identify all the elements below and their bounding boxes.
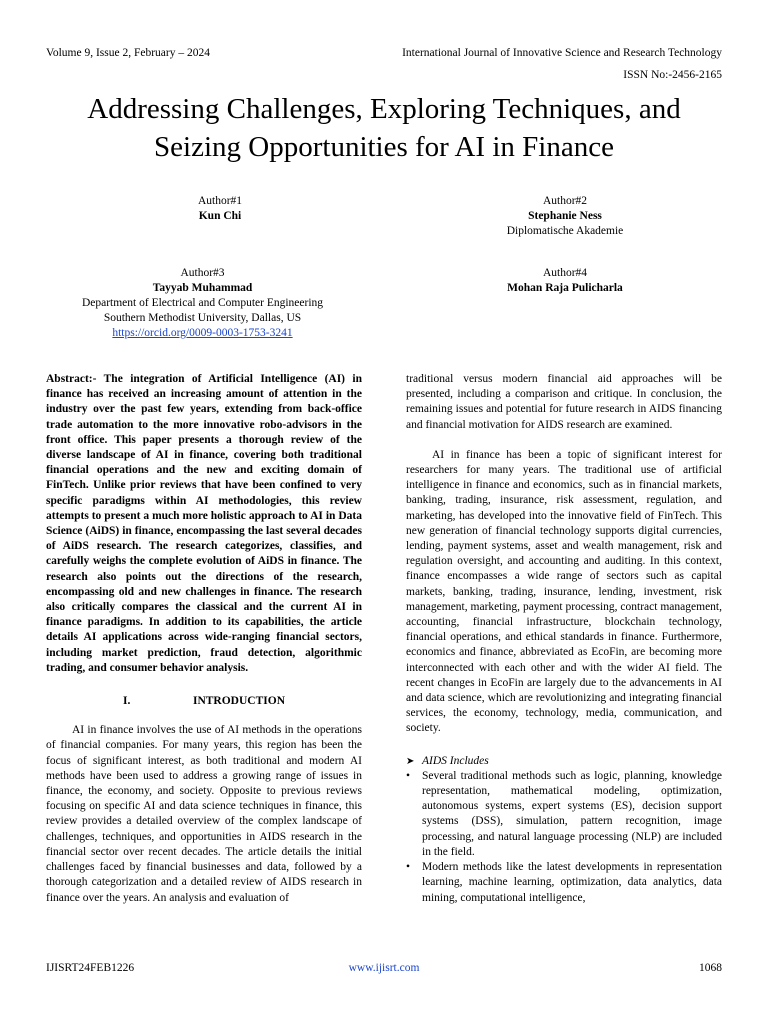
footer-center: [0, 962, 768, 974]
page-number: 1068: [699, 962, 722, 974]
paragraph: AI in finance has been a topic of significant interest for researchers for many years. The traditional use of artificial intelligence in finance and economics, such as in financial markets, banking, trading, insurance, risk assessment, regulation, and marketing, has developed into the innovative field of FinTech. This new generation of financial technology supports digital currencies, lending, payment systems, asset and wealth management, risk and regulation oversight, and accounting and auditing. In this context, finance encompasses a wide range of sectors such as capital markets, banking, trading, insurance, lending, investment, risk management, marketing, payment processing, contract management, accounting, financial infrastructure, blockchain technology, financial operations, and ethical standards in finance. Furthermore, economics and finance, abbreviated as EcoFin, are becoming more interconnected with each other and with the wider AI field. The recent changes in EcoFin are largely due to the advancements in AI and data science, which are revolutionizing and integrating financial services, the economy, technology, media, communication, and society.: [406, 448, 722, 735]
author-3: [40, 266, 365, 341]
abstract: Abstract:- The integration of Artificial Intelligence (AI) in finance has received an increasing amount of attention in the industry over the past few years, extending from back-office trade automation to the more innovative robo-advisors in the front office. This paper presents a thorough review of the diverse landscape of AI in finance, covering both traditional financial operations and the new and exciting domain of FinTech. Unlike prior reviews that have been confined to very specific paradigms within AI methodologies, this review attempts to present a much more holistic approach to AI in Data Science (AiDS) in finance, encompassing the last several decades of AiDS research. The research categorizes, classifies, and carefully weighs the complete evolution of AiDS in finance. The research also points out the directions of the research, encompassing old and new challenges in finance. The research also critically compares the classical and the current AI in finance paradigms. In addition to its capabilities, the article details AI applications across wide-ranging financial sectors, including market prediction, fraud detection, algorithmic trading, and consumer behavior analysis.: [46, 373, 362, 674]
author-label: Author#2: [542, 195, 588, 207]
list-item: • Several traditional methods such as logic, planning, knowledge representation, mathematical modeling, optimization, autonomous systems, expert systems (ES), decision support systems (DSS), simulation, pattern recognition, image processing, and natural language processing (NLP) are included in the field.: [406, 769, 722, 858]
author-affiliation: Department of Electrical and Computer Engineering: [81, 297, 324, 309]
paper-id: IJISRT24FEB1226: [46, 962, 135, 974]
title-line-1: Addressing Challenges, Exploring Techniques, and: [87, 93, 681, 125]
author-2: [405, 194, 725, 239]
right-column: [406, 372, 722, 906]
author-name: Mohan Raja Pulicharla: [507, 282, 623, 294]
aids-list: [406, 769, 722, 906]
left-column: [46, 372, 362, 906]
author-name: Kun Chi: [198, 210, 242, 222]
arrow-bullet-icon: ➤: [406, 755, 415, 767]
bullet-icon: •: [406, 861, 411, 874]
title-line-2: Seizing Opportunities for AI in Finance: [154, 131, 614, 163]
orcid-link[interactable]: https://orcid.org/0009-0003-1753-3241: [112, 327, 293, 339]
paragraph-continued: traditional versus modern financial aid approaches will be presented, including a comparison and critique. In conclusion, the remaining issues and potential for future research in AIDS financing and financial motivation for AIDS research are examined.: [406, 373, 722, 431]
author-affiliation: Southern Methodist University, Dallas, US: [103, 312, 302, 324]
author-name: Stephanie Ness: [528, 210, 602, 222]
section-heading: [46, 694, 362, 709]
journal-volume: Volume 9, Issue 2, February – 2024: [46, 47, 210, 59]
author-label: Author#1: [197, 195, 243, 207]
paper-title: [20, 90, 748, 166]
journal-website-link[interactable]: www.ijisrt.com: [348, 962, 420, 974]
author-affiliation: Diplomatische Akademie: [506, 225, 624, 237]
section-title: INTRODUCTION: [192, 695, 285, 708]
list-item: • Modern methods like the latest developments in representation learning, machine learning, optimization, data analytics, data mining, computational intelligence,: [406, 861, 722, 904]
section-number: I.: [122, 695, 131, 708]
author-label: Author#4: [542, 267, 588, 279]
author-name: Tayyab Muhammad: [152, 282, 253, 294]
bullet-icon: •: [406, 769, 411, 782]
journal-name: International Journal of Innovative Science and Research Technology: [402, 47, 722, 59]
intro-paragraph: AI in finance involves the use of AI methods in the operations of financial companies. For many years, this region has been the focus of significant interest, as both traditional and modern AI methods have been used to address a growing range of issues in finance, the economy, and society. Opposite to previous reviews focusing on specific AI and data science techniques in finance, this review provides a detailed overview of the complex landscape of challenges, techniques, and opportunities in AIDS research in the financial sector over recent decades. The article details the initial challenges faced by financial businesses and data, followed by a thorough categorization and a detailed review of AIDS research in finance over the years. An analysis and evaluation of: [46, 724, 362, 904]
author-label: Author#3: [180, 267, 225, 279]
issn: ISSN No:-2456-2165: [623, 69, 722, 81]
author-1: [60, 194, 380, 224]
aids-heading: ➤ AIDS Includes: [406, 754, 722, 769]
author-4: [405, 266, 725, 296]
